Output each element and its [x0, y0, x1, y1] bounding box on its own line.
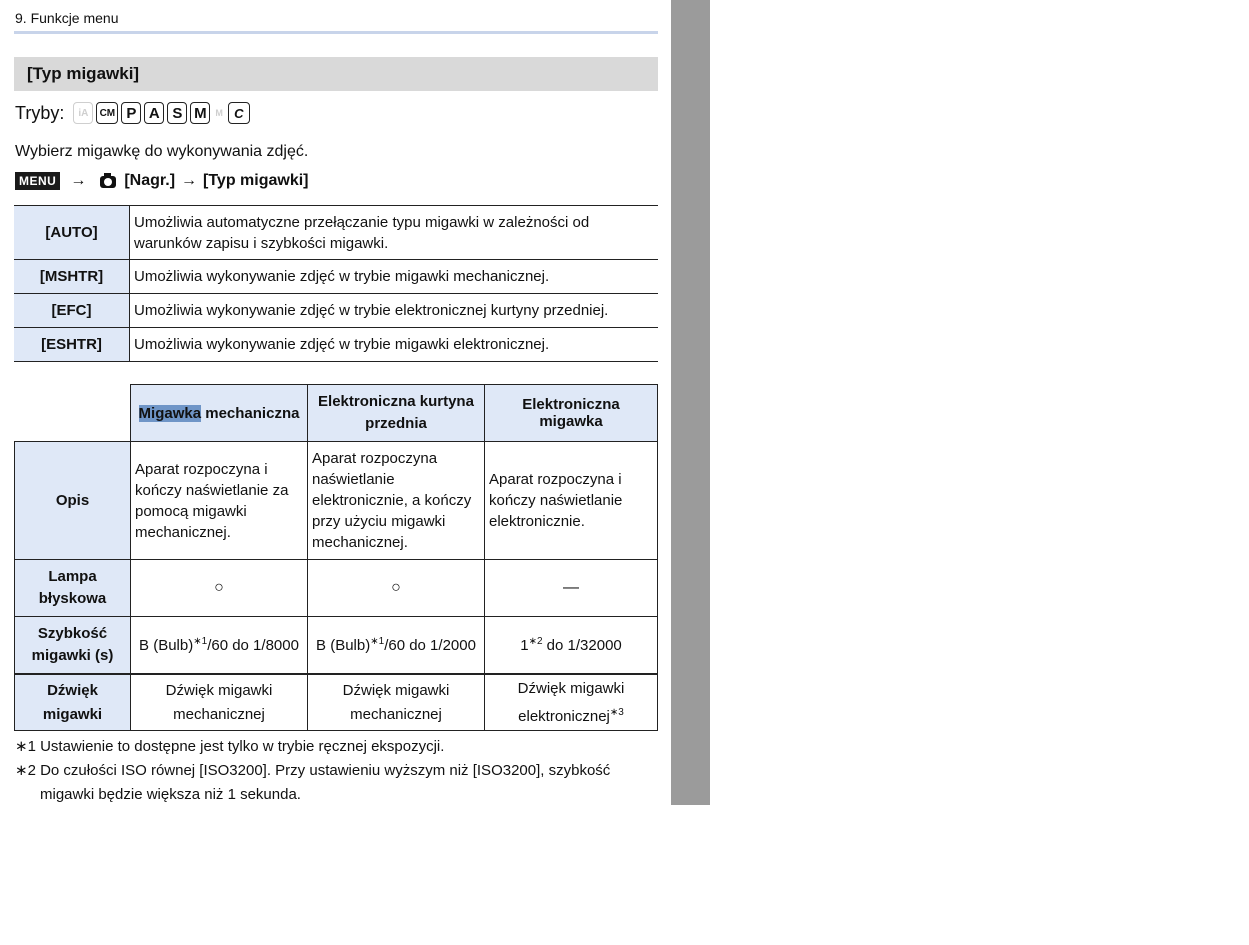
cell: Aparat rozpoczyna i kończy naświetlanie elektronicznie.: [485, 442, 658, 560]
footnote-2: ∗2 Do czułości ISO równej [ISO3200]. Przy ustawieniu wyższym niż [ISO3200], szybkość migawki będzie większa niż 1 sekunda.: [15, 762, 611, 803]
cell-text: B (Bulb): [139, 637, 194, 654]
footnote-mark: ∗3: [609, 706, 624, 718]
table-row: [14, 294, 658, 328]
path-arrow: →: [70, 172, 87, 189]
lead-text: Wybierz migawkę do wykonywania zdjęć.: [15, 143, 309, 160]
header-electronic: Elektroniczna migawka: [485, 385, 658, 442]
selected-text-highlight[interactable]: Migawka: [138, 404, 202, 422]
table-row: [15, 674, 658, 731]
row-label: Szybkość migawki (s): [15, 617, 131, 675]
mode-a-icon: A: [144, 102, 164, 124]
cell: Aparat rozpoczyna i kończy naświetlanie za pomocą migawki mechanicznej.: [131, 442, 308, 560]
mode-m-icon: M: [190, 102, 210, 124]
comparison-table: [14, 384, 658, 731]
header-efc: Elektroniczna kurtyna przednia: [308, 385, 485, 442]
cell-text: /60 do 1/2000: [384, 637, 476, 654]
section-title-bar: [14, 57, 658, 91]
option-desc: Umożliwia wykonywanie zdjęć w trybie elektronicznej kurtyny przedniej.: [130, 294, 659, 328]
row-label: Opis: [15, 442, 131, 560]
header-mechanical-rest: mechaniczna: [201, 404, 300, 422]
menu-badge: MENU: [15, 172, 60, 190]
cell: [131, 617, 308, 675]
footnote-mark: ∗2: [528, 636, 543, 647]
cell-text: 1: [520, 637, 529, 654]
option-key: [AUTO]: [14, 206, 130, 260]
footnote-1: ∗1 Ustawienie to dostępne jest tylko w trybie ręcznej ekspozycji.: [15, 738, 445, 755]
mode-s-icon: S: [167, 102, 187, 124]
cell-text: Dźwięk migawki elektronicznej: [517, 679, 625, 725]
table-row: [15, 617, 658, 675]
section-title: [Typ migawki]: [27, 64, 140, 83]
option-key: [ESHTR]: [14, 328, 130, 362]
menu-path: [15, 172, 309, 190]
cell: ○: [131, 560, 308, 617]
camera-icon: [100, 176, 116, 188]
cell-text: B (Bulb): [316, 637, 371, 654]
header-mechanical: [131, 385, 308, 442]
cell: Dźwięk migawki mechanicznej: [131, 674, 308, 731]
menu-item-label: [Typ migawki]: [203, 172, 309, 189]
table-row: [15, 442, 658, 560]
option-desc: Umożliwia wykonywanie zdjęć w trybie migawki elektronicznej.: [130, 328, 659, 362]
mode-ia-icon: iA: [73, 102, 93, 124]
table-row: [14, 328, 658, 362]
path-arrow: →: [181, 172, 198, 189]
option-desc: Umożliwia wykonywanie zdjęć w trybie migawki mechanicznej.: [130, 260, 659, 294]
scrollbar[interactable]: [671, 0, 710, 805]
table-row: [15, 560, 658, 617]
cell: ○: [308, 560, 485, 617]
options-table: [14, 205, 658, 362]
header-blank-cell: [15, 385, 131, 442]
row-label: Lampa błyskowa: [15, 560, 131, 617]
menu-tab-label: [Nagr.]: [124, 172, 176, 189]
cell-text: do 1/32000: [542, 637, 622, 654]
footnote-mark: ∗1: [370, 636, 385, 647]
mode-creative-icon: CM: [96, 102, 118, 124]
chapter-heading: 9. Funkcje menu: [15, 10, 119, 26]
modes-row: [15, 99, 250, 127]
option-key: [EFC]: [14, 294, 130, 328]
chapter-divider: [14, 31, 658, 34]
row-label: Dźwięk migawki: [15, 674, 131, 731]
cell: [485, 617, 658, 675]
cell: [308, 617, 485, 675]
footnote-mark: ∗1: [193, 636, 208, 647]
cell-text: /60 do 1/8000: [207, 637, 299, 654]
table-row: [14, 260, 658, 294]
cell: [485, 674, 658, 731]
cell: Dźwięk migawki mechanicznej: [308, 674, 485, 731]
mode-movie-m-icon: M: [215, 108, 223, 118]
table-header-row: [15, 385, 658, 442]
mode-custom-icon: C: [228, 102, 250, 124]
cell: Aparat rozpoczyna naświetlanie elektronicznie, a kończy przy użyciu migawki mechanicznej.: [308, 442, 485, 560]
option-desc: Umożliwia automatyczne przełączanie typu migawki w zależności od warunków zapisu i szybkości migawki.: [130, 206, 659, 260]
footnotes: [15, 735, 655, 807]
mode-p-icon: P: [121, 102, 141, 124]
manual-page: [0, 0, 670, 805]
option-key: [MSHTR]: [14, 260, 130, 294]
modes-label: Tryby:: [15, 102, 65, 123]
cell: —: [485, 560, 658, 617]
table-row: [14, 206, 658, 260]
